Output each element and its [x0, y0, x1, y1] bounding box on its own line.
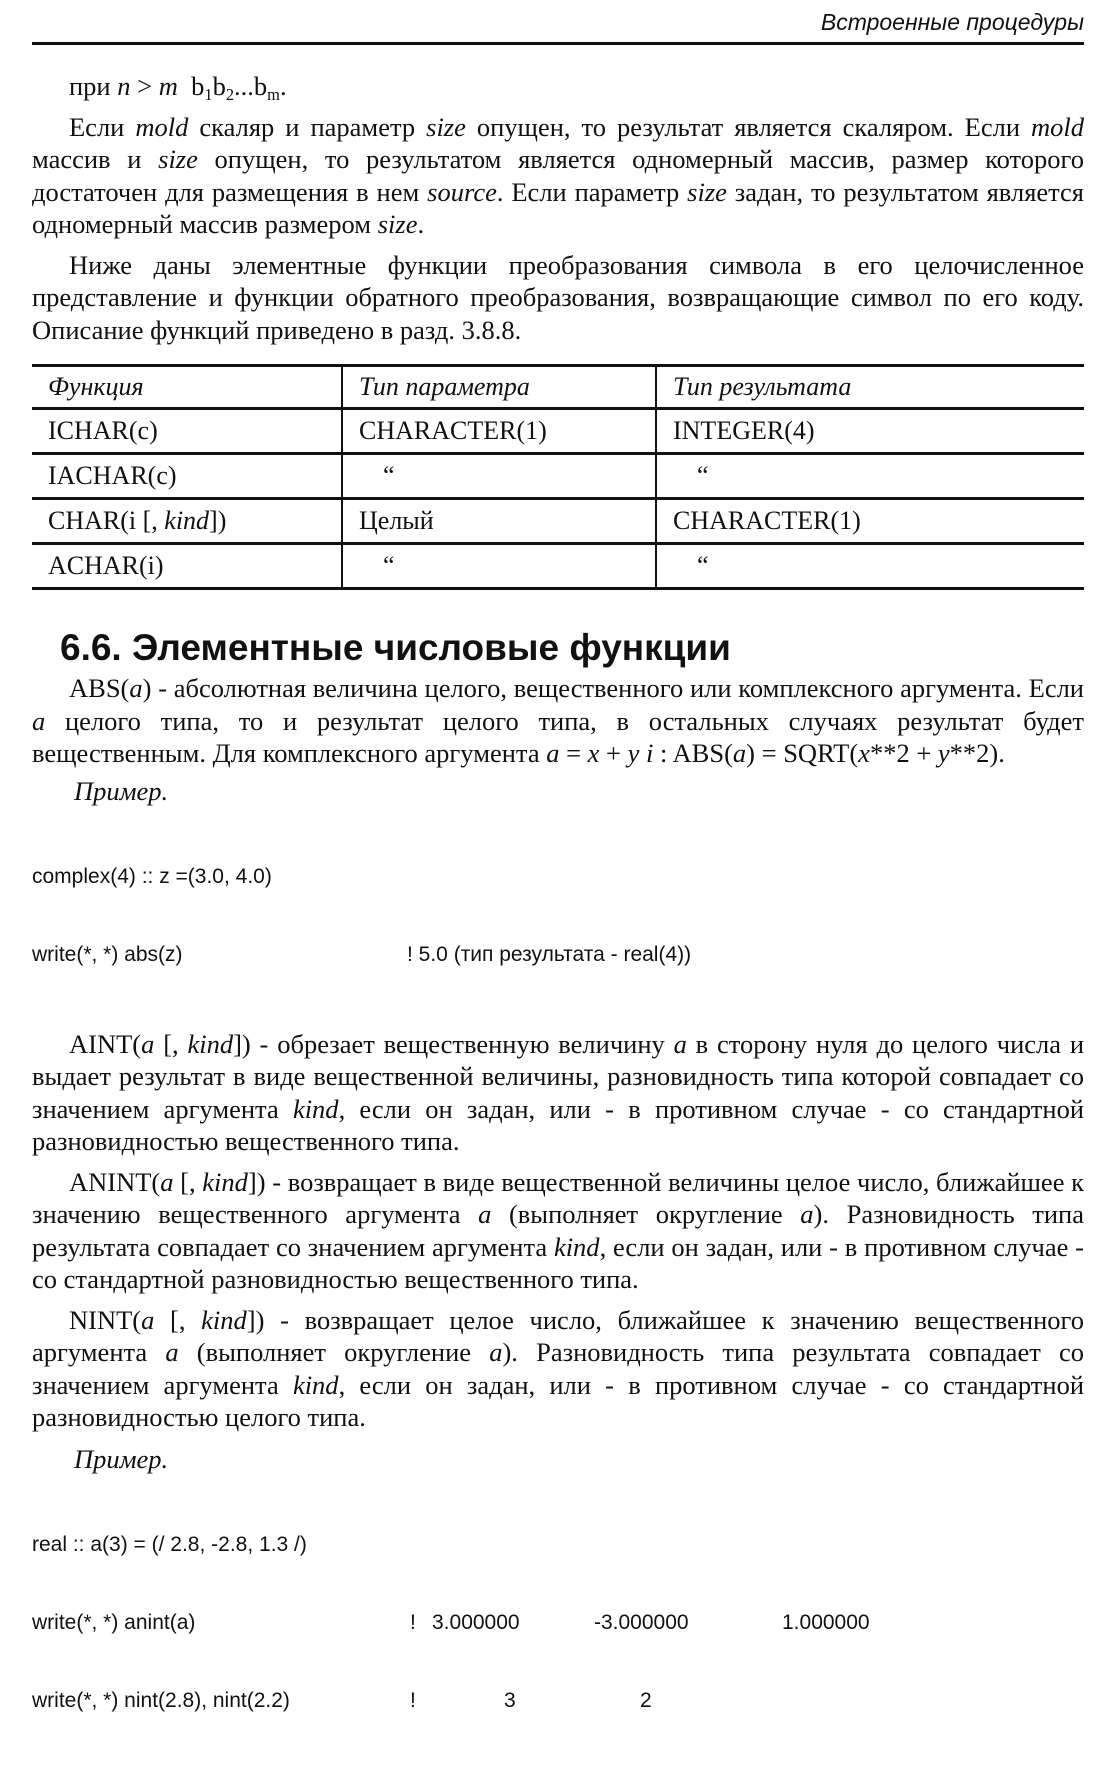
code-line: write(*, *) abs(z) ! 5.0 (тип результата - real(4)) — [32, 942, 692, 966]
code-example-anint — [32, 1480, 1084, 1766]
table-row — [32, 499, 1084, 544]
table-cell: CHAR(i [, kind]) — [32, 499, 342, 544]
intro-line: при n > m $b_1b_2...b_m$. — [69, 71, 287, 104]
table-row — [32, 544, 1084, 589]
paragraph-mold-size: Если mold скаляр и параметр size опущен, то результат является скаляром. Если mold массив и size опущен, то результатом является одномерный массив, размер которого достаточен для размещения в нем source. Если параметр size задан, то результатом является одномерный массив размером size. — [32, 111, 1085, 239]
page-content — [32, 70, 1084, 1766]
paragraph-aint: AINT(a [, kind]) - обрезает вещественную величину a в сторону нуля до целого числа и выдает результат в виде вещественной величины, разновидность типа которой совпадает со значением аргумента kind, если он задан, или - в противном случае - со стандартной разновидностью вещественного типа. — [32, 1028, 1084, 1156]
table-row — [32, 409, 1084, 454]
section-title: 6.6. Элементные числовые функции — [60, 627, 731, 668]
table-cell: INTEGER(4) — [656, 409, 1084, 454]
code-line: write(*, *) anint(a) ! 3.000000 -3.000000 1.000000 — [32, 1610, 870, 1634]
table-cell: “ — [656, 454, 1084, 499]
code-line: complex(4) :: z =(3.0, 4.0) — [32, 864, 272, 888]
table-cell: ACHAR(i) — [32, 544, 342, 589]
table-header-row — [32, 366, 1084, 409]
char-functions-table — [32, 364, 1084, 590]
table-cell: “ — [342, 454, 656, 499]
table-cell: IACHAR(c) — [32, 454, 342, 499]
paragraph-anint: ANINT(a [, kind]) - возвращает в виде вещественной величины целое число, ближайшее к значению вещественного аргумента a (выполняет округление a). Разновидность типа результата совпадает со значением аргумента kind, если он задан, или - в противном случае - со стандартной разновидностью вещественного типа. — [32, 1166, 1084, 1294]
paragraph-nint: NINT(a [, kind]) - возвращает целое число, ближайшее к значению вещественного аргумента a (выполняет округление a). Разновидность типа результата совпадает со значением аргумента kind, если он задан, или - в противном случае - со стандартной разновидностью целого типа. — [32, 1304, 1084, 1432]
table-cell: ICHAR(c) — [32, 409, 342, 454]
table-row — [32, 454, 1084, 499]
table-header: Тип результата — [656, 366, 1084, 409]
running-head-title: Встроенные процедуры — [820, 9, 1084, 35]
table-cell: CHARACTER(1) — [656, 499, 1084, 544]
paragraph-abs: ABS(a) - абсолютная величина целого, вещественного или комплексного аргумента. Если a целого типа, то и результат целого типа, в остальных случаях результат будет вещественным. Для комплексного аргумента a = x + y i : ABS(a) = SQRT(x**2 + y**2). — [32, 673, 1084, 768]
running-head — [32, 6, 1084, 45]
paragraph-char-functions: Ниже даны элементные функции преобразования символа в его целочисленное представление и функции обратного преобразования, возвращающие символ по его коду. Описание функций приведено в разд. 3.8.8. — [32, 249, 1084, 345]
table-cell: CHARACTER(1) — [342, 409, 656, 454]
example-label: Пример. — [74, 775, 169, 806]
table-cell: “ — [342, 544, 656, 589]
table-cell: “ — [656, 544, 1084, 589]
table-header: Функция — [32, 366, 342, 409]
code-example-abs — [32, 812, 1084, 1020]
code-line: write(*, *) nint(2.8), nint(2.2) ! 3 2 — [32, 1688, 652, 1712]
table-header: Тип параметра — [342, 366, 656, 409]
example-label: Пример. — [74, 1443, 169, 1474]
table-cell: Целый — [342, 499, 656, 544]
code-line: real :: a(3) = (/ 2.8, -2.8, 1.3 /) — [32, 1532, 307, 1556]
